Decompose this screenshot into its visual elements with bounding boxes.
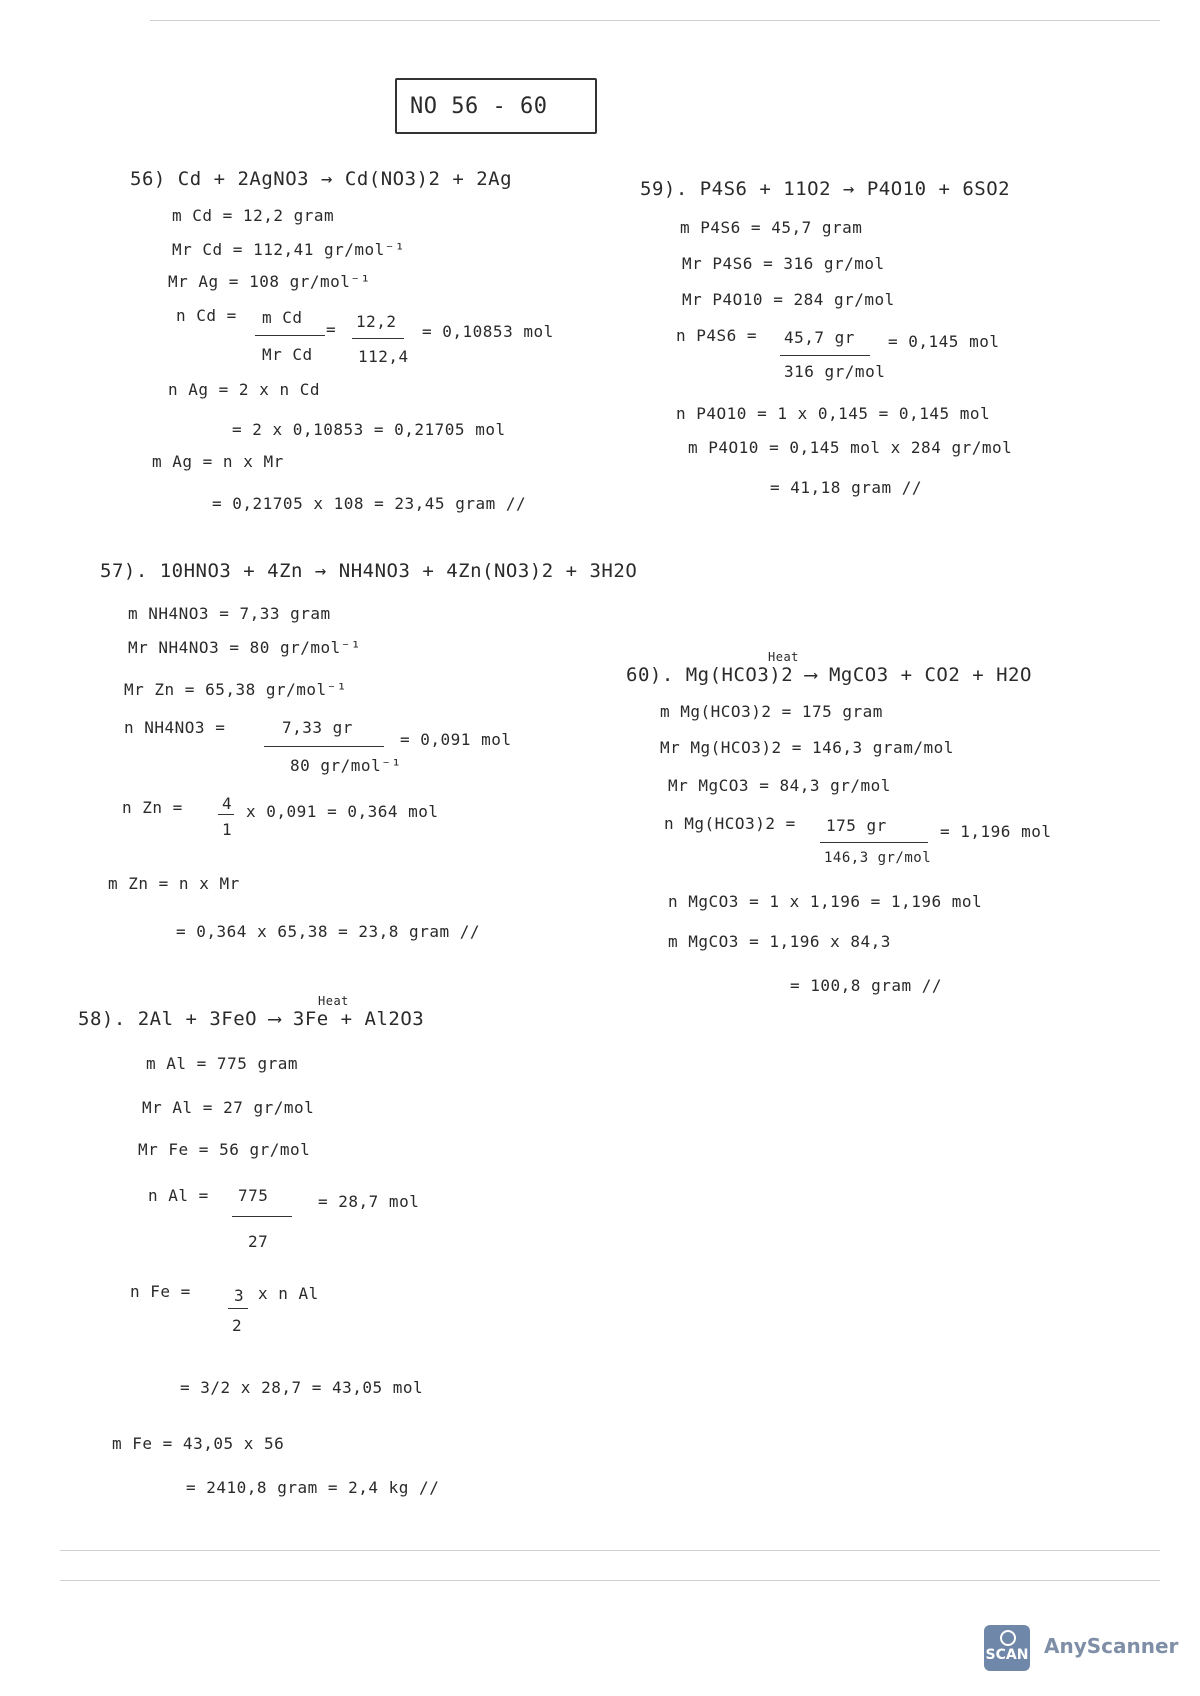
fraction-denominator: 1 [222,820,233,839]
p60-line: m Mg(HCO3)2 = 175 gram [660,702,883,721]
p59-line: = 41,18 gram // [770,478,922,497]
p59-line: Mr P4O10 = 284 gr/mol [682,290,895,309]
p60-line: Mr Mg(HCO3)2 = 146,3 gram/mol [660,738,954,757]
p59-line: m P4S6 = 45,7 gram [680,218,863,237]
p58-line: = 3/2 x 28,7 = 43,05 mol [180,1378,424,1397]
p57-line: m Zn = n x Mr [108,874,240,893]
page-rule [60,1580,1160,1581]
p59-line: n P4O10 = 1 x 0,145 = 0,145 mol [676,404,991,423]
p57-line: m NH4NO3 = 7,33 gram [128,604,331,623]
p57-line: = 0,091 mol [400,730,512,749]
fraction-denominator: 80 gr/mol⁻¹ [290,756,402,775]
p58-line: n Fe = [130,1282,191,1301]
fraction-numerator: 4 [222,794,233,813]
p60-line: Mr MgCO3 = 84,3 gr/mol [668,776,891,795]
p59-line: n P4S6 = [676,326,758,345]
heat-label: Heat [318,994,349,1008]
fraction-denominator: Mr Cd [262,345,313,364]
p59-equation: 59). P4S6 + 11O2 → P4O10 + 6SO2 [640,178,1011,200]
p56-line: n Cd = [176,306,237,325]
p56-line: = 0,21705 x 108 = 23,45 gram // [212,494,527,513]
fraction-bar [264,746,384,747]
p60-line: n Mg(HCO3)2 = [664,814,796,833]
fraction-bar [255,335,325,336]
p58-equation: 58). 2Al + 3FeO ⟶ 3Fe + Al2O3 [78,1008,425,1030]
logo-ring [1000,1630,1016,1646]
scanner-brand: AnyScanner [1044,1634,1179,1658]
fraction-numerator: m Cd [262,308,303,327]
fraction-bar [780,355,870,356]
p58-line: Mr Fe = 56 gr/mol [138,1140,311,1159]
p57-line: n NH4NO3 = [124,718,226,737]
fraction-denominator: 316 gr/mol [784,362,886,381]
p60-line: = 1,196 mol [940,822,1052,841]
fraction-denominator: 112,4 [358,347,409,366]
p56-line: Mr Ag = 108 gr/mol⁻¹ [168,272,371,291]
fraction-bar [228,1308,248,1309]
p60-line: = 100,8 gram // [790,976,942,995]
p57-line: Mr NH4NO3 = 80 gr/mol⁻¹ [128,638,362,657]
p59-line: Mr P4S6 = 316 gr/mol [682,254,885,273]
fraction-denominator: 2 [232,1316,243,1335]
p58-line: m Fe = 43,05 x 56 [112,1434,285,1453]
p56-line: = [326,320,337,339]
p58-line: n Al = [148,1186,209,1205]
logo-text: SCAN [985,1647,1029,1663]
fraction-numerator: 175 gr [826,816,887,835]
p56-line: = 2 x 0,10853 = 0,21705 mol [232,420,506,439]
fraction-bar [218,814,234,815]
anyscanner-logo-icon [984,1625,1030,1671]
fraction-numerator: 45,7 gr [784,328,855,347]
page-rule [150,20,1160,21]
fraction-denominator: 146,3 gr/mol [824,850,932,866]
fraction-bar [820,842,928,843]
p57-equation: 57). 10HNO3 + 4Zn → NH4NO3 + 4Zn(NO3)2 + 3H2O [100,560,638,582]
p58-line: Mr Al = 27 gr/mol [142,1098,315,1117]
p57-line: x 0,091 = 0,364 mol [246,802,439,821]
p56-line: = 0,10853 mol [422,322,554,341]
fraction-numerator: 12,2 [356,312,397,331]
p59-line: = 0,145 mol [888,332,1000,351]
p56-equation: 56) Cd + 2AgNO3 → Cd(NO3)2 + 2Ag [130,168,513,190]
p60-line: n MgCO3 = 1 x 1,196 = 1,196 mol [668,892,983,911]
p57-line: = 0,364 x 65,38 = 23,8 gram // [176,922,480,941]
p59-line: m P4O10 = 0,145 mol x 284 gr/mol [688,438,1013,457]
fraction-bar [232,1216,292,1217]
p57-line: Mr Zn = 65,38 gr/mol⁻¹ [124,680,347,699]
page-title: NO 56 - 60 [410,94,548,119]
fraction-bar [352,338,404,339]
p56-line: Mr Cd = 112,41 gr/mol⁻¹ [172,240,406,259]
p58-line: = 2410,8 gram = 2,4 kg // [186,1478,440,1497]
p58-line: m Al = 775 gram [146,1054,298,1073]
p58-line: = 28,7 mol [318,1192,420,1211]
p58-line: x n Al [258,1284,319,1303]
fraction-numerator: 3 [234,1286,245,1305]
p56-line: m Cd = 12,2 gram [172,206,335,225]
p57-line: n Zn = [122,798,183,817]
p60-equation: 60). Mg(HCO3)2 ⟶ MgCO3 + CO2 + H2O [626,664,1032,686]
fraction-numerator: 775 [238,1186,269,1205]
p60-line: m MgCO3 = 1,196 x 84,3 [668,932,891,951]
page-rule [60,1550,1160,1551]
heat-label: Heat [768,650,799,664]
fraction-numerator: 7,33 gr [282,718,353,737]
p56-line: m Ag = n x Mr [152,452,284,471]
fraction-denominator: 27 [248,1232,269,1251]
p56-line: n Ag = 2 x n Cd [168,380,320,399]
